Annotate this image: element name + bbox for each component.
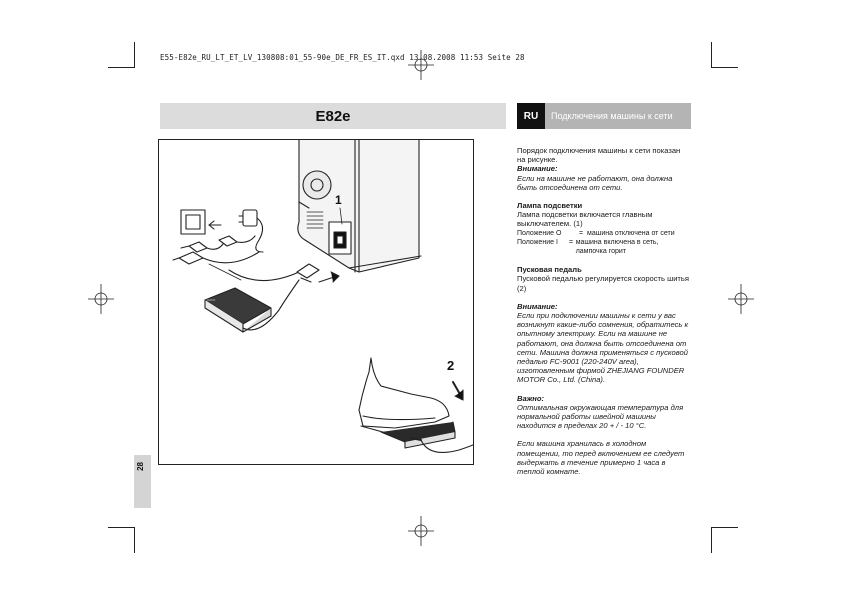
wall-socket-drawing (181, 210, 205, 234)
position-o-label: Положение O (517, 229, 562, 237)
crop-mark-top-left-v (134, 42, 135, 68)
lamp-title: Лампа подсветки (517, 201, 583, 211)
position-i-label: Положение I (517, 238, 558, 246)
pedal-text: Пусковой педалью регулируется скорость шитья (2) (517, 274, 689, 293)
reg-mark-left (88, 284, 114, 314)
crop-mark-top-left-h (108, 67, 134, 68)
adapter-plug-drawing (239, 210, 263, 252)
warning2-text: Если при подключении машины к сети у вас возникнут какие-либо сомнения, обратитесь к опытному электрику. Если на машине не работают, она должна быть отсоединена от сети. Машина должна применяться с пусковой педалью FC-9001 (220-240V area), изготовленным фирмой ZHEJIANG FOUNDER MOTOR Co., Ltd. (China). (517, 311, 689, 385)
model-header-bar (160, 103, 506, 129)
controller-plug-drawing (297, 264, 319, 282)
crop-mark-bottom-left-h (108, 527, 134, 528)
position-i-eq: = (568, 238, 574, 246)
instructions-column (517, 146, 689, 476)
file-slug: E55-E82e_RU_LT_ET_LV_130808:01_55-90e_DE_FR_ES_IT.qxd 13.08.2008 11:53 Seite 28 (160, 53, 525, 62)
warning1-text: Если на машине не работают, она должна быть отсоединена от сети. (517, 173, 673, 192)
position-o-eq: = (579, 229, 584, 237)
lamp-text: Лампа подсветки включается главным выключателем. (1) (517, 210, 653, 229)
reg-mark-bottom (408, 516, 434, 546)
position-i-row (517, 238, 689, 256)
intro-text: Порядок подключения машины к сети показан на рисунке. (517, 146, 681, 165)
page-number: 28 (136, 462, 145, 471)
crop-mark-top-right-h (712, 67, 738, 68)
warning1-title: Внимание: (517, 164, 558, 174)
position-o-row (517, 229, 689, 238)
figure-label-2: 2 (447, 358, 455, 373)
cable-plugs-drawing (173, 236, 259, 280)
pedal-title: Пусковая педаль (517, 265, 582, 275)
reg-mark-right (728, 284, 754, 314)
position-i-value: машина включена в сеть, лампочка горит (575, 238, 659, 256)
section-header-bar (517, 103, 691, 129)
connection-drawing (159, 140, 474, 465)
position-o-value: машина отключена от сети (587, 229, 675, 237)
language-badge: RU (517, 103, 545, 129)
crop-mark-bottom-right-v (711, 527, 712, 553)
figure-label-1: 1 (335, 193, 342, 207)
sewing-machine-drawing (298, 140, 421, 272)
connection-illustration (158, 139, 474, 465)
section-title: Подключения машины к сети (551, 111, 673, 121)
warning2-title: Внимание: (517, 301, 558, 311)
important-text: Оптимальная окружающая температура для нормальной работы швейной машины находится в пределах 20 + / - 10 °C. (517, 402, 684, 431)
crop-mark-top-right-v (711, 42, 712, 68)
foot-pedal-drawing (205, 280, 299, 332)
crop-mark-bottom-left-v (134, 527, 135, 553)
model-title: E82e (315, 107, 351, 125)
crop-mark-bottom-right-h (712, 527, 738, 528)
storage-text: Если машина хранилась в холодном помещении, то перед включением ее следует выдержать в течение примерно 1 часа в теплой комнате. (517, 439, 685, 477)
foot-on-pedal-drawing (359, 358, 474, 452)
important-title: Важно: (517, 393, 545, 403)
